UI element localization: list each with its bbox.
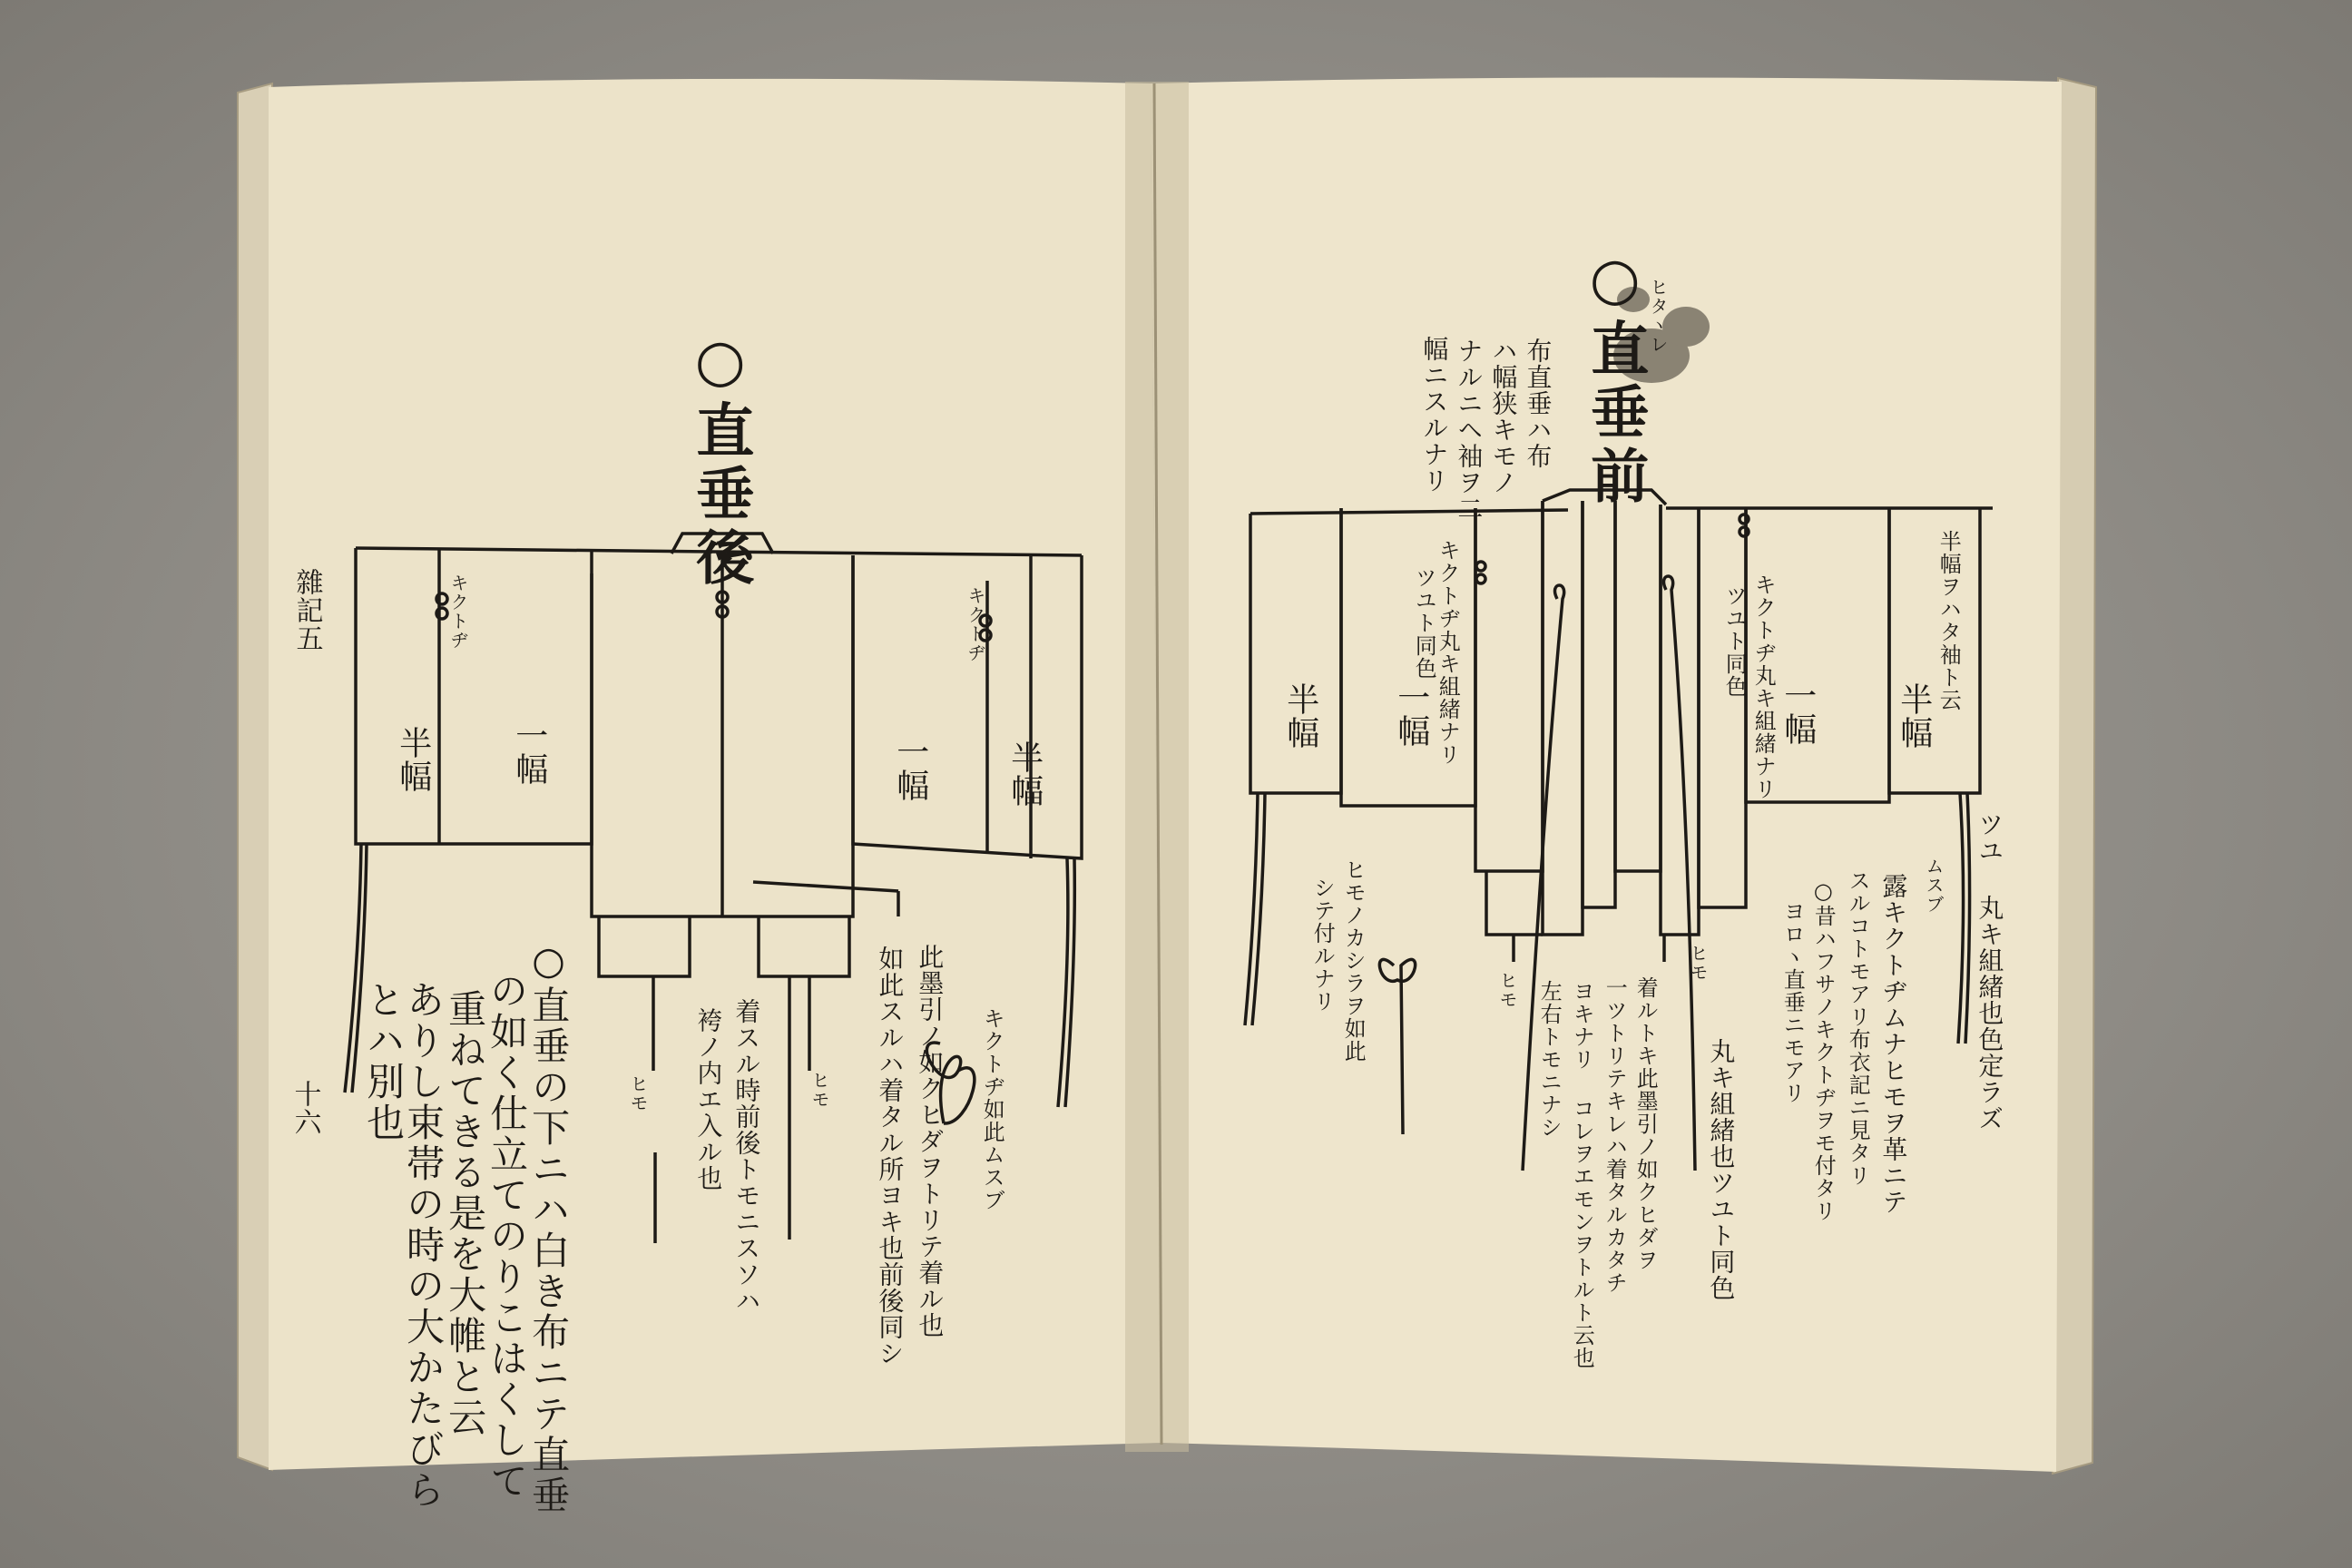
- left-han-haba-1: 半幅: [394, 726, 432, 793]
- left-ichi-haba-1: 一幅: [510, 719, 548, 786]
- right-tsuyu-note-1: ツユ 丸キ組緒也色定ラズ: [1975, 811, 2005, 1132]
- left-note-3: 着スル時前後トモニスソハ: [731, 998, 762, 1314]
- left-kikutoji-label-1: キクトヂ: [447, 573, 469, 650]
- left-note-4: 袴ノ内エ入ル也: [693, 1007, 724, 1191]
- left-heading-text: 直垂後: [686, 400, 755, 591]
- left-body-line-5: とハ別也: [361, 980, 407, 1143]
- right-himo-label-2: ヒモ: [1687, 944, 1709, 982]
- right-bottom-note-5: 丸キ組緒也ツユト同色: [1706, 1038, 1737, 1301]
- left-heading-mark: ○: [686, 327, 755, 400]
- left-body-line-1: ○直垂の下ニハ白き布ニテ直垂: [526, 938, 572, 1516]
- right-himo-head-note-sub: シテ付ルナリ: [1309, 877, 1336, 1013]
- right-ichi-haba-1: 一幅: [1392, 681, 1430, 748]
- right-tsuyu-note-3: 露キクトヂムナヒモヲ革ニテ: [1878, 873, 1909, 1215]
- left-note-1: 此墨引ノ如クヒダヲトリテ着ル也: [915, 944, 946, 1338]
- right-intro-1: 布直垂ハ布: [1523, 338, 1553, 469]
- right-han-haba-1: 半幅: [1281, 682, 1319, 750]
- right-kikutoji-note-1: キクトヂ丸キ組緒ナリ: [1435, 539, 1461, 766]
- right-tsuyu-note-6: ヨロヽ直垂ニモアリ: [1779, 900, 1806, 1104]
- right-han-haba-2: 半幅: [1895, 682, 1933, 750]
- right-heading-annotation: ヒタヽレ: [1647, 278, 1669, 354]
- right-bottom-note-3: ヨキナリ コレヲエモンヲトルト云也: [1569, 980, 1595, 1369]
- right-sode-note: 半幅ヲハタ袖ト云: [1936, 530, 1962, 711]
- right-bottom-note-1: 着ルトキ此墨引ノ如クヒダヲ: [1632, 976, 1659, 1271]
- left-body-line-4: ありし束帯の時の大かたびら: [401, 980, 446, 1511]
- left-kikutoji-label-2: キクトヂ: [965, 586, 986, 662]
- right-ichi-haba-2: 一幅: [1779, 679, 1817, 746]
- right-kikutoji-note-2: キクトヂ丸キ組緒ナリ: [1750, 573, 1777, 800]
- right-tsuyu-note-5: ○昔ハフサノキクトヂヲモ付タリ: [1810, 878, 1837, 1222]
- right-heading: [1581, 245, 1650, 509]
- left-himo-label-1: ヒモ: [627, 1074, 649, 1112]
- left-body-line-3: 重ねてきる是を大帷と云: [443, 989, 488, 1438]
- right-himo-label-1: ヒモ: [1496, 971, 1518, 1009]
- left-han-haba-2: 半幅: [1005, 740, 1044, 808]
- right-tsuyu-note-4: スルコトモアリ布衣記ニ見タリ: [1845, 869, 1871, 1187]
- left-margin-title: 雜記五: [290, 568, 323, 652]
- left-himo-label-2: ヒモ: [808, 1071, 830, 1109]
- left-body-line-2: の如く仕立てのりこはくして: [485, 971, 530, 1502]
- right-bottom-note-4: 左右トモニナシ: [1536, 980, 1563, 1139]
- right-kikutoji-note-1-sub: ツユト同色: [1411, 566, 1437, 680]
- right-himo-head-note: ヒモノカシラヲ如此: [1340, 858, 1367, 1063]
- left-note-2: 如此スルハ着タル所ヨキ也前後同シ: [875, 946, 906, 1367]
- left-heading: [686, 327, 755, 591]
- right-bottom-note-2: 一ツトリテキレハ着タルカタチ: [1602, 976, 1628, 1294]
- left-page-number: 十六: [289, 1080, 321, 1136]
- right-tsuyu-note-2: ムスブ: [1923, 857, 1945, 914]
- right-heading-text: 直垂前: [1581, 318, 1650, 509]
- right-kikutoji-note-2-sub: ツユト同色: [1721, 584, 1748, 698]
- right-heading-mark: ○: [1581, 245, 1650, 318]
- right-intro-4: 幅ニスルナリ: [1419, 336, 1450, 494]
- left-ichi-haba-2: 一幅: [891, 735, 929, 802]
- right-intro-2: ハ幅狭キモノ: [1488, 338, 1519, 495]
- right-intro-3: ナルニヘ袖ヲ二: [1454, 338, 1485, 522]
- left-kikutoji-knot-label: キクトヂ如此ムスブ: [979, 1007, 1005, 1211]
